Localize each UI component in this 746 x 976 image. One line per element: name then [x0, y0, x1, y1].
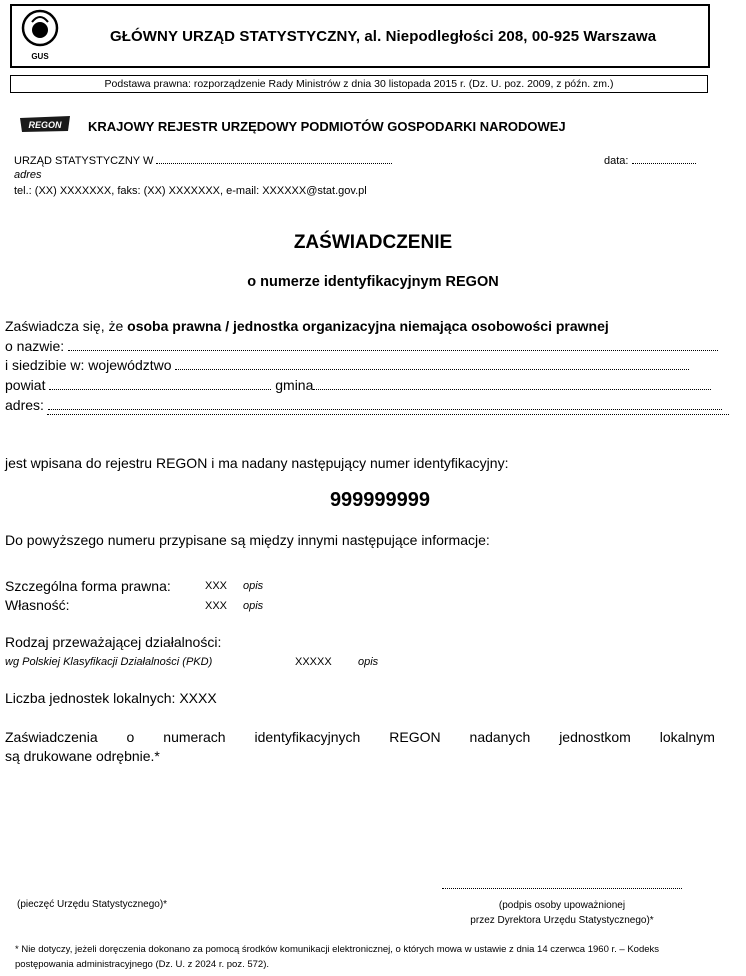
ownership-code: XXX [205, 600, 228, 612]
local-cert-word: lokalnym [659, 729, 715, 745]
local-cert-line2: są drukowane odrębnie.* [5, 748, 160, 764]
stamp-label: (pieczęć Urzędu Statystycznego)* [17, 899, 168, 910]
office-label: URZĄD STATYSTYCZNY W [14, 155, 154, 167]
pkd-desc: opis [358, 656, 379, 668]
address-dots [48, 399, 722, 410]
certify-bold: osoba prawna / jednostka organizacyjna niemająca osobowości prawnej [127, 318, 609, 334]
date-dots [632, 153, 696, 164]
legal-basis: Podstawa prawna: rozporządzenie Rady Ministrów z dnia 30 listopada 2015 r. (Dz. U. poz. 2009, z późn. zm.) [10, 75, 708, 93]
date-line [604, 153, 696, 167]
local-units: Liczba jednostek lokalnych: XXXX [5, 690, 217, 706]
legal-form-desc: opis [243, 580, 264, 592]
pkd-code: XXXXX [295, 656, 332, 668]
local-cert-line1 [5, 729, 715, 745]
registry-title: KRAJOWY REJESTR URZĘDOWY PODMIOTÓW GOSPODARKI NARODOWEJ [88, 119, 566, 134]
signature-dots [442, 888, 682, 889]
signature-line1: (podpis osoby upoważnionej [498, 900, 626, 911]
local-cert-word: Zaświadczenia [5, 729, 98, 745]
gus-logo [10, 4, 70, 64]
seat-line [5, 357, 689, 373]
regon-logo-text: REGON [28, 120, 62, 130]
logo-text: GUS [31, 52, 49, 61]
signature-label [442, 898, 682, 928]
local-cert-word: jednostkom [559, 729, 631, 745]
address-label: adres: [5, 397, 44, 413]
document-subtitle: o numerze identyfikacyjnym REGON [247, 274, 499, 290]
county-line [5, 377, 711, 393]
regon-logo [18, 115, 72, 133]
name-label: o nazwie: [5, 338, 65, 354]
local-cert-word: numerach [163, 729, 226, 745]
legal-form-label: Szczególna forma prawna: [5, 578, 171, 594]
certify-prefix: Zaświadcza się, że [5, 318, 128, 334]
county-dots [49, 379, 271, 390]
local-cert-word: identyfikacyjnych [254, 729, 361, 745]
signature-line2: przez Dyrektora Urzędu Statystycznego)* [470, 915, 654, 926]
regon-number: 999999999 [329, 489, 431, 511]
commune-dots [313, 379, 711, 390]
office-dots [156, 153, 392, 164]
date-label: data: [604, 155, 629, 167]
name-dots [68, 340, 718, 351]
office-contact: tel.: (XX) XXXXXXX, faks: (XX) XXXXXXX, e-mail: XXXXXX@stat.gov.pl [14, 185, 367, 197]
local-cert-word: REGON [389, 729, 441, 745]
office-address: adres [14, 169, 42, 181]
institution-title: GŁÓWNY URZĄD STATYSTYCZNY, al. Niepodległości 208, 00-925 Warszawa [110, 28, 657, 45]
entered-text: jest wpisana do rejestru REGON i ma nadany następujący numer identyfikacyjny: [5, 455, 509, 471]
address-line [5, 397, 722, 413]
info-intro: Do powyższego numeru przypisane są między innymi następujące informacje: [5, 532, 490, 548]
county-label: powiat [5, 377, 46, 393]
legal-form-code: XXX [205, 580, 228, 592]
activity-label: Rodzaj przeważającej działalności: [5, 634, 222, 650]
certify-line [5, 318, 609, 334]
regon-logo-icon [18, 115, 72, 133]
local-cert-word: o [126, 729, 135, 745]
ownership-label: Własność: [5, 597, 70, 613]
office-line [14, 153, 392, 167]
gus-logo-icon [10, 4, 70, 54]
seat-label: i siedzibie w: województwo [5, 357, 172, 373]
address-dots-2 [47, 414, 729, 415]
seat-dots [175, 359, 689, 370]
local-cert-word: nadanych [469, 729, 531, 745]
document-title: ZAŚWIADCZENIE [293, 232, 453, 253]
footnote-line1: * Nie dotyczy, jeżeli doręczenia dokonano za pomocą środków komunikacji elektronicznej, o których mowa w ustawie z dnia 14 czerwca 1960 r. – Kodeks [15, 944, 660, 955]
name-line [5, 338, 718, 354]
footnote-line2: postępowania administracyjnego (Dz. U. z 2024 r. poz. 572). [15, 959, 269, 970]
ownership-desc: opis [243, 600, 264, 612]
pkd-label: wg Polskiej Klasyfikacji Działalności (PKD) [5, 656, 213, 668]
commune-label: gmina [275, 377, 314, 393]
